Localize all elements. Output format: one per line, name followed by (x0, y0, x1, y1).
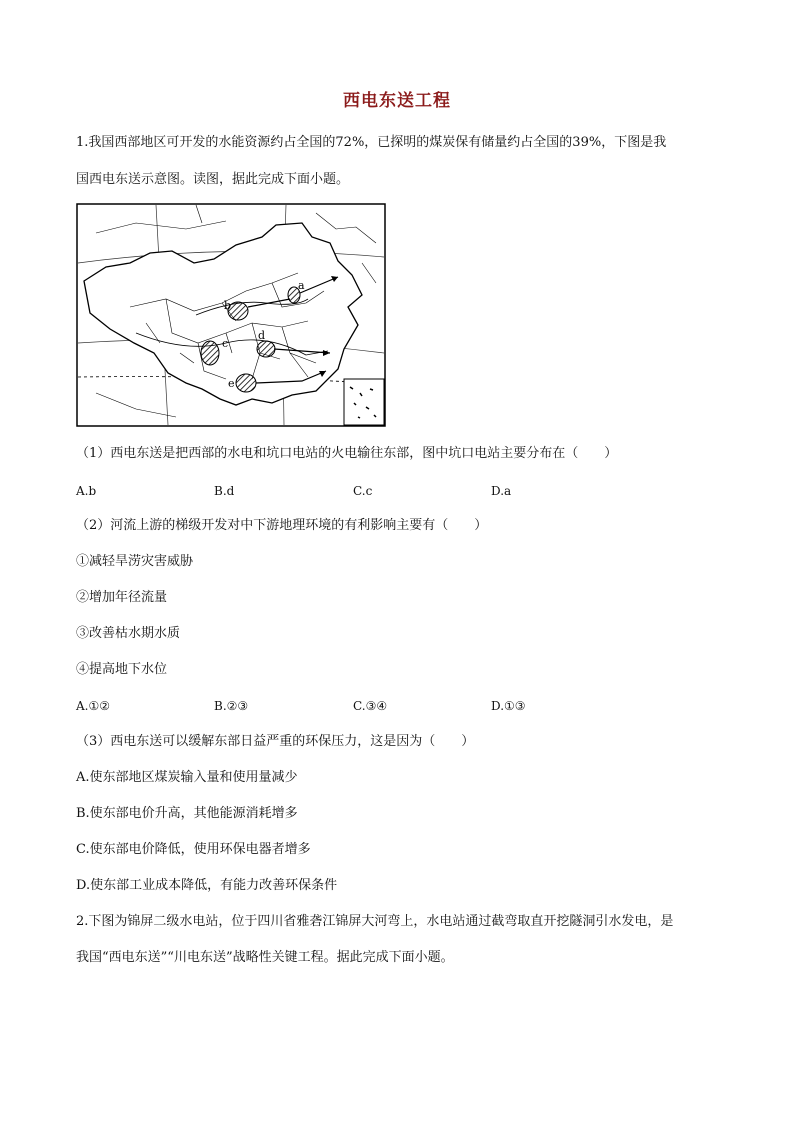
power-base-c (201, 341, 219, 365)
south-sea-inset (344, 379, 384, 425)
sub-2-item-4: ④提高地下水位 (76, 662, 168, 677)
sub-question-2-stem: （2）河流上游的梯级开发对中下游地理环境的有利影响主要有（ ） (76, 518, 488, 533)
sub-2-item-1: ①减轻旱涝灾害威胁 (76, 554, 194, 569)
sub-3-option-c[interactable]: C.使东部电价降低，使用环保电器者增多 (76, 842, 311, 857)
question-2-intro-line-1: 2.下图为锦屏二级水电站，位于四川省雅砻江锦屏大河弯上，水电站通过截弯取直开挖隧洞引水发电，是 (76, 914, 674, 929)
map-label-d: d (258, 329, 266, 342)
sub-3-option-b[interactable]: B.使东部电价升高，其他能源消耗增多 (76, 806, 298, 821)
sub-2-option-a[interactable]: A.①② (76, 699, 110, 713)
question-1-intro-line-2: 国西电东送示意图。读图，据此完成下面小题。 (76, 172, 350, 187)
sub-1-option-c[interactable]: C.c (353, 484, 373, 498)
sub-2-option-c[interactable]: C.③④ (353, 699, 388, 713)
sub-1-option-a[interactable]: A.b (76, 484, 97, 498)
map-label-e: e (228, 377, 235, 390)
sub-question-1-stem: （1）西电东送是把西部的水电和坑口电站的火电输往东部，图中坑口电站主要分布在（ ） (76, 446, 618, 461)
sub-2-item-2: ②增加年径流量 (76, 590, 168, 605)
sub-question-3-stem: （3）西电东送可以缓解东部日益严重的环保压力，这是因为（ ） (76, 734, 475, 749)
question-1-intro-line-1: 1.我国西部地区可开发的水能资源约占全国的72%，已探明的煤炭保有储量约占全国的39%，下图是我 (76, 135, 667, 150)
question-2-intro-line-2: 我国“西电东送”“川电东送”战略性关键工程。据此完成下面小题。 (76, 950, 454, 965)
map-label-c: c (222, 337, 229, 350)
power-base-d (257, 341, 275, 357)
china-power-map-figure (76, 203, 386, 427)
map-label-a: a (298, 279, 305, 292)
sub-3-option-d[interactable]: D.使东部工业成本降低，有能力改善环保条件 (76, 878, 338, 893)
sub-2-item-3: ③改善枯水期水质 (76, 626, 181, 641)
sub-3-option-a[interactable]: A.使东部地区煤炭输入量和使用量减少 (76, 770, 298, 785)
power-base-e (236, 374, 256, 392)
sub-2-option-d[interactable]: D.①③ (491, 699, 526, 713)
page-title: 西电东送工程 (343, 91, 451, 111)
sub-1-option-b[interactable]: B.d (214, 484, 235, 498)
sub-2-option-b[interactable]: B.②③ (214, 699, 249, 713)
map-label-b: b (224, 299, 232, 312)
sub-1-option-d[interactable]: D.a (491, 484, 512, 498)
